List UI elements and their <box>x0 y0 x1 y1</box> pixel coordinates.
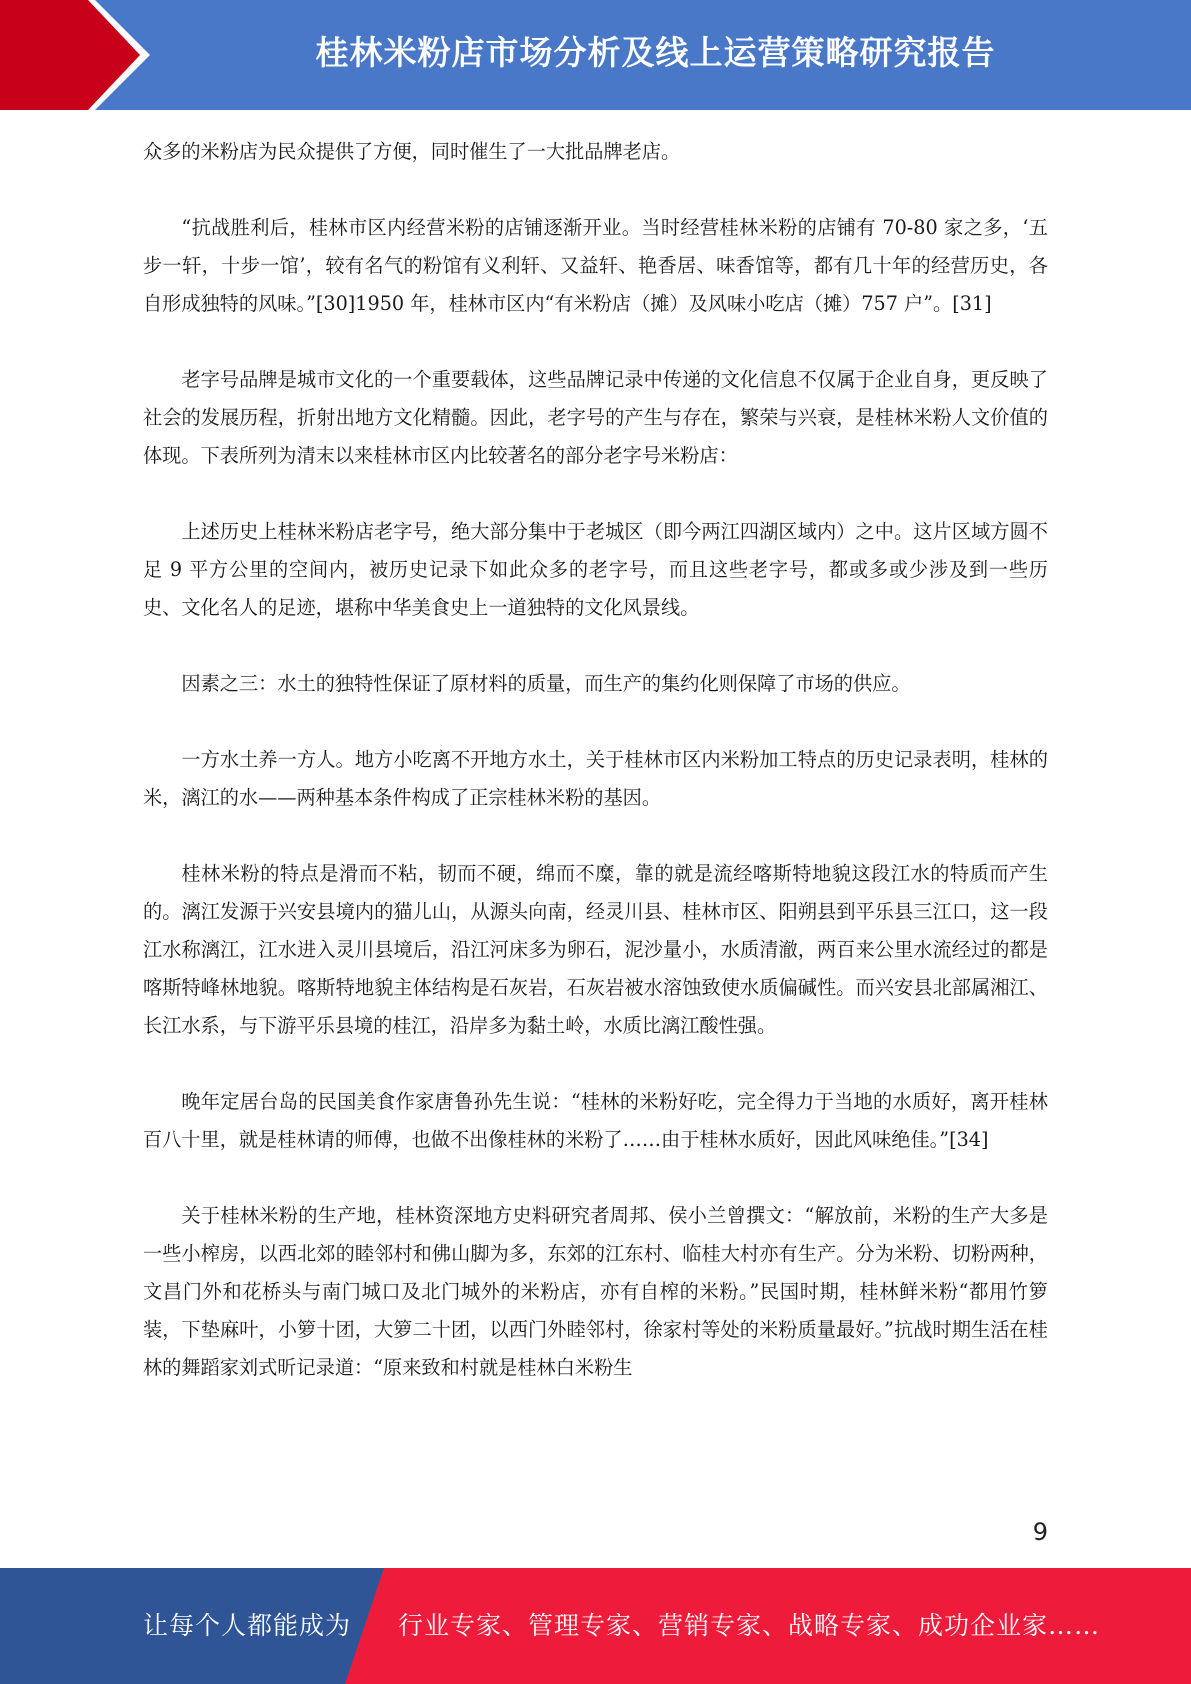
page-number: 9 <box>1032 1518 1048 1546</box>
paragraph: “抗战胜利后，桂林市区内经营米粉的店铺逐渐开业。当时经营桂林米粉的店铺有 70-80 家之多，‘五步一轩，十步一馆’，较有名气的粉馆有义利轩、又益轩、艳香居、味香馆等，都有几十年的经营历史，各自形成独特的风味。”[30]1950 年，桂林市区内“有米粉店（摊）及风味小吃店（摊）757 户”。[31] <box>143 216 1048 315</box>
paragraph: 一方水土养一方人。地方小吃离不开地方水土，关于桂林市区内米粉加工特点的历史记录表明，桂林的米，漓江的水——两种基本条件构成了正宗桂林米粉的基因。 <box>143 748 1048 809</box>
page-footer <box>0 1568 1191 1684</box>
paragraph: 晚年定居台岛的民国美食作家唐鲁孙先生说：“桂林的米粉好吃，完全得力于当地的水质好，离开桂林百八十里，就是桂林请的师傅，也做不出像桂林的米粉了……由于桂林水质好，因此风味绝佳。”[34] <box>143 1090 1048 1151</box>
paragraph: 关于桂林米粉的生产地，桂林资深地方史料研究者周邦、侯小兰曾撰文：“解放前，米粉的生产大多是一些小榨房，以西北郊的睦邻村和佛山脚为多，东郊的江东村、临桂大村亦有生产。分为米粉、切粉两种，文昌门外和花桥头与南门城口及北门城外的米粉店，亦有自榨的米粉。”民国时期，桂林鲜米粉“都用竹箩装，下垫麻叶，小箩十团，大箩二十团，以西门外睦邻村，徐家村等处的米粉质量最好。”抗战时期生活在桂林的舞蹈家刘式昕记录道：“原来致和村就是桂林白米粉生 <box>143 1204 1048 1379</box>
paragraph: 老字号品牌是城市文化的一个重要载体，这些品牌记录中传递的文化信息不仅属于企业自身，更反映了社会的发展历程，折射出地方文化精髓。因此，老字号的产生与存在，繁荣与兴衰，是桂林米粉人文价值的体现。下表所列为清末以来桂林市区内比较著名的部分老字号米粉店： <box>143 368 1048 467</box>
paragraph: 桂林米粉的特点是滑而不粘，韧而不硬，绵而不糜，靠的就是流经喀斯特地貌这段江水的特质而产生的。漓江发源于兴安县境内的猫儿山，从源头向南，经灵川县、桂林市区、阳朔县到平乐县三江口，这一段江水称漓江，江水进入灵川县境后，沿江河床多为卵石，泥沙量小，水质清澈，两百来公里水流经过的都是喀斯特峰林地貌。喀斯特地貌主体结构是石灰岩，石灰岩被水溶蚀致使水质偏碱性。而兴安县北部属湘江、长江水系，与下游平乐县境的桂江，沿岸多为黏土岭，水质比漓江酸性强。 <box>143 862 1048 1037</box>
report-title: 桂林米粉店市场分析及线上运营策略研究报告 <box>315 33 996 72</box>
footer-slogan-right: 行业专家、管理专家、营销专家、战略专家、成功企业家…… <box>398 1611 1101 1640</box>
body-text <box>143 133 1048 1425</box>
paragraph: 上述历史上桂林米粉店老字号，绝大部分集中于老城区（即今两江四湖区域内）之中。这片区域方圆不足 9 平方公里的空间内，被历史记录下如此众多的老字号，而且这些老字号，都或多或少涉及到一些历史、文化名人的足迹，堪称中华美食史上一道独特的文化风景线。 <box>143 520 1048 619</box>
paragraph: 众多的米粉店为民众提供了方便，同时催生了一大批品牌老店。 <box>143 140 681 163</box>
paragraph: 因素之三：水土的独特性保证了原材料的质量，而生产的集约化则保障了市场的供应。 <box>181 672 911 695</box>
page-header <box>0 0 1191 110</box>
footer-slogan-left: 让每个人都能成为 <box>143 1611 352 1640</box>
